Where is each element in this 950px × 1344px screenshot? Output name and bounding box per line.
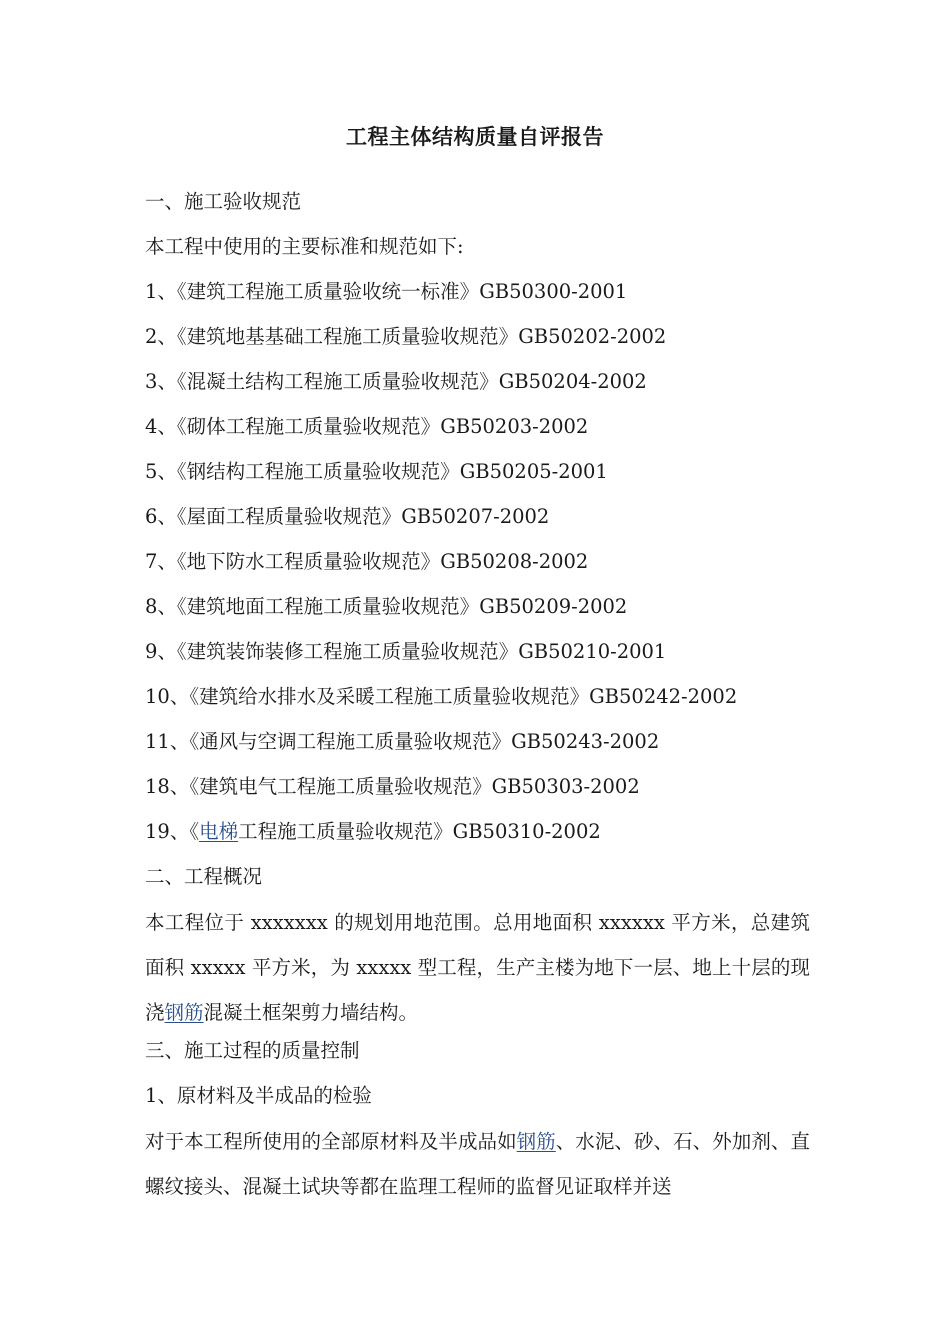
rebar-link[interactable]: 钢筋 (516, 1130, 556, 1153)
document-body (145, 186, 810, 1209)
list-item: 3、《混凝土结构工程施工质量验收规范》GB50204-2002 (145, 370, 647, 393)
list-item: 19、《电梯工程施工质量验收规范》GB50310-2002 (145, 820, 601, 843)
list-item: 4、《砌体工程施工质量验收规范》GB50203-2002 (145, 415, 589, 438)
list-item: 5、《钢结构工程施工质量验收规范》GB50205-2001 (145, 460, 608, 483)
list-item: 1、《建筑工程施工质量验收统一标准》GB50300-2001 (145, 280, 628, 303)
document-title: 工程主体结构质量自评报告 (346, 124, 604, 149)
subsection-1-heading: 1、原材料及半成品的检验 (145, 1084, 372, 1107)
section-1-heading: 一、施工验收规范 (145, 190, 302, 213)
rebar-link[interactable]: 钢筋 (164, 1001, 204, 1024)
elevator-link[interactable]: 电梯 (199, 820, 239, 843)
list-item: 18、《建筑电气工程施工质量验收规范》GB50303-2002 (145, 775, 640, 798)
list-item: 10、《建筑给水排水及采暖工程施工质量验收规范》GB50242-2002 (145, 685, 738, 708)
materials-paragraph: 对于本工程所使用的全部原材料及半成品如钢筋、水泥、砂、石、外加剂、直螺纹接头、混凝土试块等都在监理工程师的监督见证取样并送 (145, 1130, 810, 1198)
list-item: 7、《地下防水工程质量验收规范》GB50208-2002 (145, 550, 589, 573)
list-item: 8、《建筑地面工程施工质量验收规范》GB50209-2002 (145, 595, 628, 618)
standards-list (145, 276, 810, 861)
section-1-intro: 本工程中使用的主要标准和规范如下: (145, 235, 464, 258)
list-item: 9、《建筑装饰装修工程施工质量验收规范》GB50210-2001 (145, 640, 667, 663)
section-3-heading: 三、施工过程的质量控制 (145, 1039, 360, 1062)
section-2-heading: 二、工程概况 (145, 865, 263, 888)
list-item: 11、《通风与空调工程施工质量验收规范》GB50243-2002 (145, 730, 660, 753)
list-item: 6、《屋面工程质量验收规范》GB50207-2002 (145, 505, 550, 528)
list-item: 2、《建筑地基基础工程施工质量验收规范》GB50202-2002 (145, 325, 667, 348)
project-overview-paragraph: 本工程位于 xxxxxxx 的规划用地范围。总用地面积 xxxxxx 平方米，总建筑面积 xxxxx 平方米，为 xxxxx 型工程，生产主楼为地下一层、地上十层的现浇钢筋混凝土框架剪力墙结构。 (145, 911, 810, 1024)
